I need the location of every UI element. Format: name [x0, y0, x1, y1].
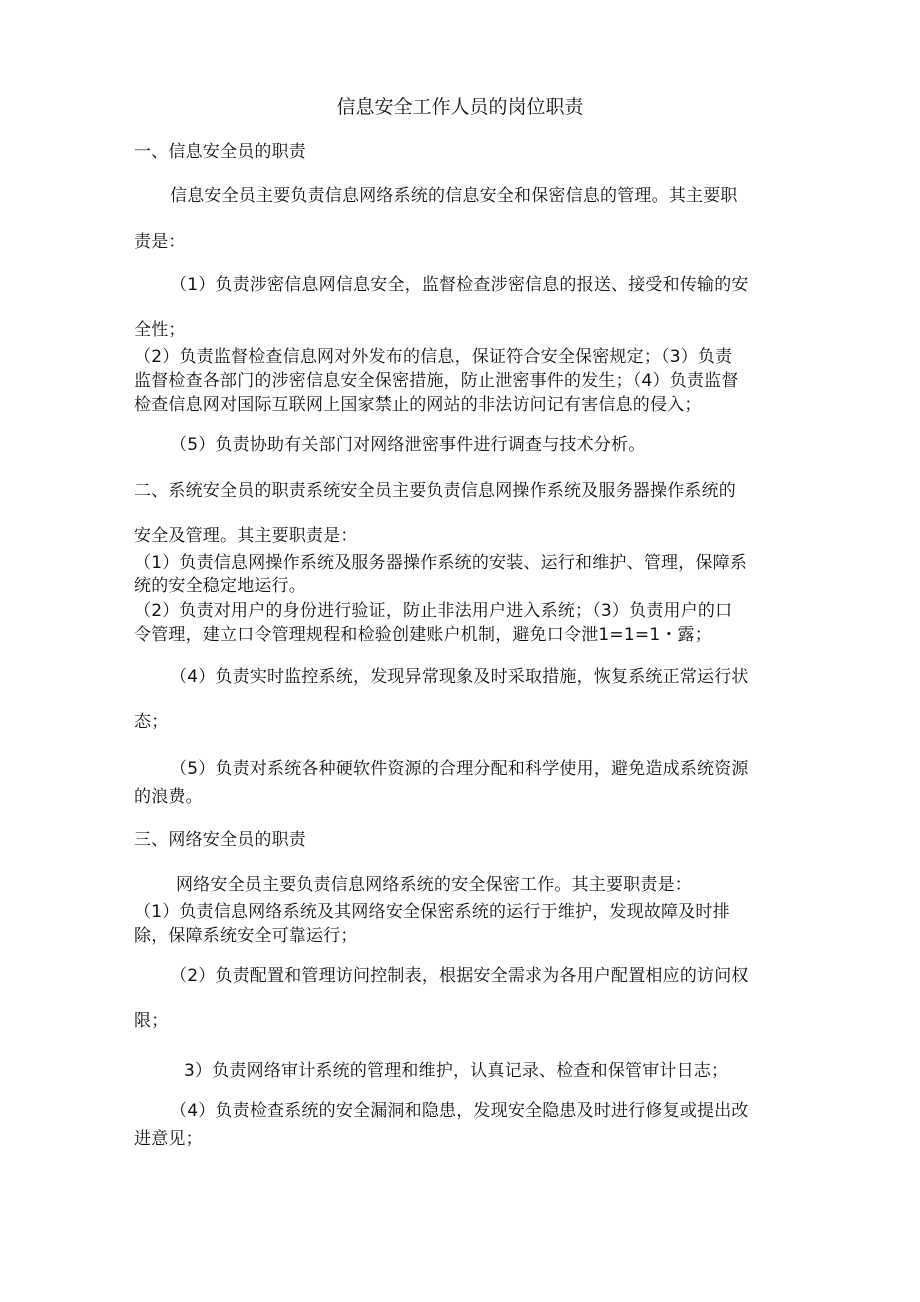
paragraph-line: （4）负责实时监控系统，发现异常现象及时采取措施，恢复系统正常运行状	[170, 667, 749, 687]
paragraph-line: （5）负责对系统各种硬软件资源的合理分配和科学使用，避免造成系统资源	[170, 759, 749, 779]
paragraph-line: 除，保障系统安全可靠运行；	[134, 926, 358, 946]
paragraph-line: （2）负责监督检查信息网对外发布的信息，保证符合安全保密规定；（3）负责	[134, 347, 733, 367]
paragraph-line: 令管理，建立口令管理规程和检验创建账户机制，避免口令泄1=1=1・露；	[134, 625, 712, 645]
paragraph-line: 3）负责网络审计系统的管理和维护，认真记录、检查和保管审计日志；	[184, 1061, 729, 1081]
paragraph-line: 进意见；	[134, 1129, 203, 1149]
paragraph-line: （2）负责对用户的身份进行验证，防止非法用户进入系统；（3）负责用户的口	[134, 601, 733, 621]
paragraph-line: （1）负责信息网操作系统及服务器操作系统的安装、运行和维护、管理，保障系	[134, 553, 748, 573]
paragraph-line: 统的安全稳定地运行。	[134, 576, 306, 596]
paragraph-line: （1）负责涉密信息网信息安全，监督检查涉密信息的报送、接受和传输的安	[170, 275, 749, 295]
paragraph-line: 信息安全员主要负责信息网络系统的信息安全和保密信息的管理。其主要职	[170, 186, 738, 206]
section-heading-1: 一、信息安全员的职责	[134, 142, 306, 162]
paragraph-line: 网络安全员主要负责信息网络系统的安全保密工作。其主要职责是：	[176, 875, 692, 895]
paragraph-line: 全性；	[134, 320, 186, 340]
section-heading-2: 二、系统安全员的职责系统安全员主要负责信息网操作系统及服务器操作系统的	[134, 481, 736, 501]
paragraph-line: 安全及管理。其主要职责是：	[134, 526, 358, 546]
paragraph-line: 责是：	[134, 232, 186, 252]
paragraph-line: （2）负责配置和管理访问控制表，根据安全需求为各用户配置相应的访问权	[170, 966, 749, 986]
document-title: 信息安全工作人员的岗位职责	[336, 96, 584, 118]
paragraph-line: 监督检查各部门的涉密信息安全保密措施，防止泄密事件的发生；（4）负责监督	[134, 371, 739, 391]
paragraph-line: 限；	[134, 1011, 169, 1031]
paragraph-line: （5）负责协助有关部门对网络泄密事件进行调查与技术分析。	[170, 435, 646, 455]
section-heading-3: 三、网络安全员的职责	[134, 830, 306, 850]
paragraph-line: 的浪费。	[134, 787, 203, 807]
paragraph-line: （1）负责信息网络系统及其网络安全保密系统的运行于维护，发现故障及时排	[134, 902, 730, 922]
paragraph-line: 检查信息网对国际互联网上国家禁止的网站的非法访问记有害信息的侵入；	[134, 395, 702, 415]
paragraph-line: （4）负责检查系统的安全漏洞和隐患，发现安全隐患及时进行修复或提出改	[170, 1101, 749, 1121]
paragraph-line: 态；	[134, 712, 169, 732]
